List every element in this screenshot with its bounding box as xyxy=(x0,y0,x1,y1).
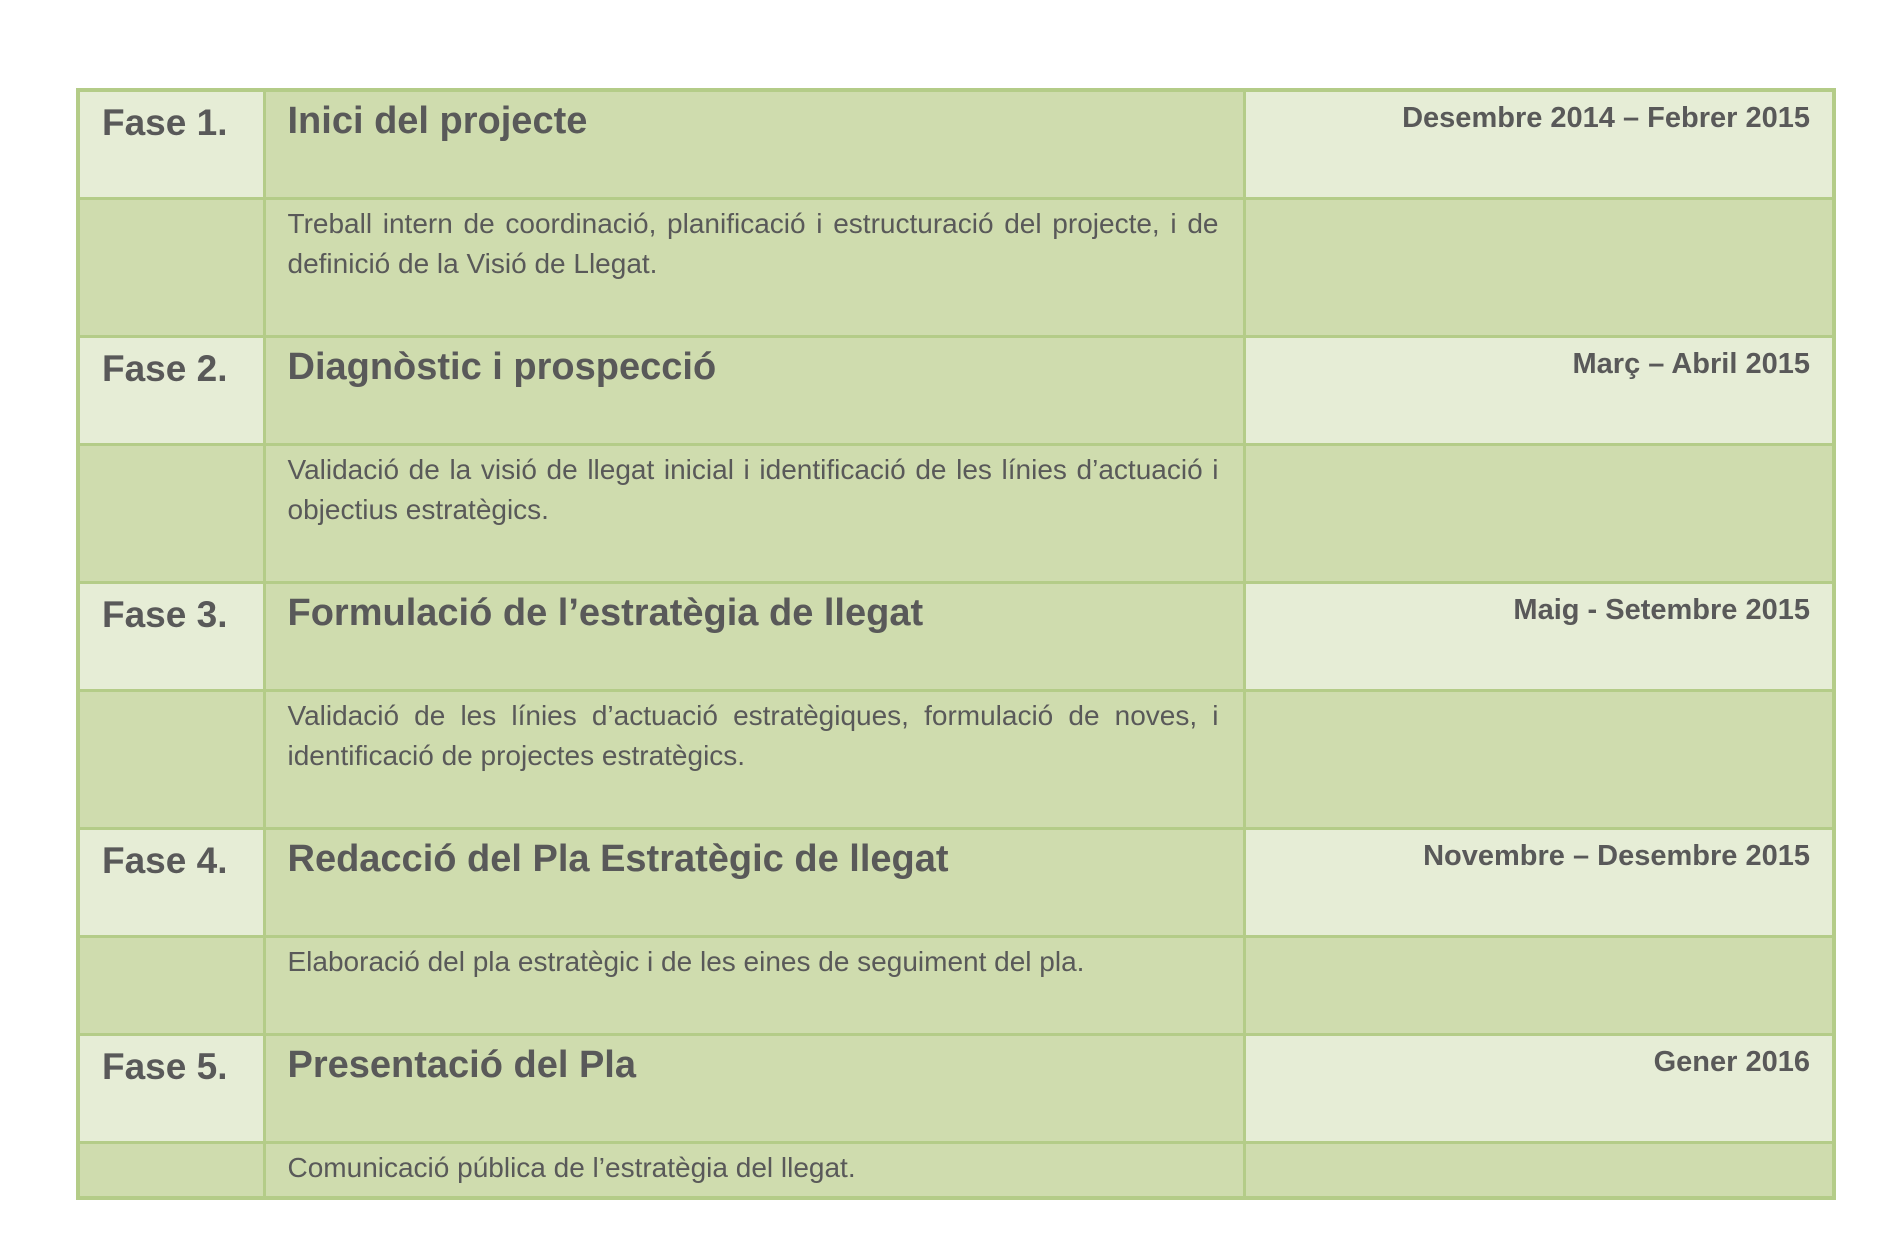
phase-dates-cell xyxy=(1244,1034,1834,1142)
phase-title: Diagnòstic i prospecció xyxy=(287,345,717,388)
phase-dates-cell xyxy=(1244,582,1834,690)
phase-header-row xyxy=(78,828,1834,936)
phase-title-cell xyxy=(264,90,1244,198)
phase-title-cell xyxy=(264,1034,1244,1142)
empty-cell xyxy=(78,198,264,336)
phase-header-row xyxy=(78,582,1834,690)
phase-description-row xyxy=(78,690,1834,828)
phase-label: Fase 4. xyxy=(102,839,228,881)
phase-description-row xyxy=(78,1142,1834,1198)
phase-description-cell xyxy=(264,936,1244,1034)
empty-cell xyxy=(1244,198,1834,336)
phase-title-cell xyxy=(264,828,1244,936)
phase-label: Fase 2. xyxy=(102,347,228,389)
phase-description-row xyxy=(78,198,1834,336)
phase-label-cell xyxy=(78,90,264,198)
phase-dates-cell xyxy=(1244,90,1834,198)
phase-description-cell xyxy=(264,198,1244,336)
phase-header-row xyxy=(78,336,1834,444)
phase-description: Treball intern de coordinació, planificació i estructuració del projecte, i de definició de la Visió de Llegat. xyxy=(287,207,1219,279)
phase-label-cell xyxy=(78,336,264,444)
phase-dates: Març – Abril 2015 xyxy=(1572,347,1810,380)
phase-description: Validació de la visió de llegat inicial i identificació de les línies d’actuació i objectius estratègics. xyxy=(287,453,1219,525)
empty-cell xyxy=(1244,936,1834,1034)
phase-title-cell xyxy=(264,582,1244,690)
phase-description-row xyxy=(78,936,1834,1034)
phases-table xyxy=(76,88,1836,1200)
phase-title: Inici del projecte xyxy=(287,100,588,142)
empty-cell xyxy=(78,690,264,828)
empty-cell xyxy=(78,1142,264,1198)
phase-title: Presentació del Pla xyxy=(287,1043,636,1086)
phase-dates: Maig - Setembre 2015 xyxy=(1513,593,1810,626)
phase-label-cell xyxy=(78,828,264,936)
phase-label-cell xyxy=(78,1034,264,1142)
phase-title: Redacció del Pla Estratègic de llegat xyxy=(287,837,949,880)
phase-description-row xyxy=(78,444,1834,582)
phase-label: Fase 5. xyxy=(102,1045,228,1087)
phase-description-cell xyxy=(264,690,1244,828)
empty-cell xyxy=(1244,690,1834,828)
phase-header-row xyxy=(78,90,1834,198)
phase-description: Comunicació pública de l’estratègia del llegat. xyxy=(287,1151,856,1183)
phase-title: Formulació de l’estratègia de llegat xyxy=(287,591,924,634)
phase-description-cell xyxy=(264,1142,1244,1198)
phase-header-row xyxy=(78,1034,1834,1142)
phase-description: Elaboració del pla estratègic i de les eines de seguiment del pla. xyxy=(287,945,1085,977)
phase-dates: Novembre – Desembre 2015 xyxy=(1423,839,1810,872)
phase-label-cell xyxy=(78,582,264,690)
empty-cell xyxy=(78,444,264,582)
phase-dates-cell xyxy=(1244,336,1834,444)
phase-dates: Desembre 2014 – Febrer 2015 xyxy=(1402,102,1810,134)
phase-description: Validació de les línies d’actuació estratègiques, formulació de noves, i identificació de projectes estratègics. xyxy=(287,699,1219,771)
phase-label: Fase 3. xyxy=(102,593,228,635)
empty-cell xyxy=(1244,1142,1834,1198)
phase-dates: Gener 2016 xyxy=(1653,1045,1810,1078)
phase-description-cell xyxy=(264,444,1244,582)
empty-cell xyxy=(78,936,264,1034)
empty-cell xyxy=(1244,444,1834,582)
phase-label: Fase 1. xyxy=(102,102,228,143)
phase-title-cell xyxy=(264,336,1244,444)
phase-dates-cell xyxy=(1244,828,1834,936)
